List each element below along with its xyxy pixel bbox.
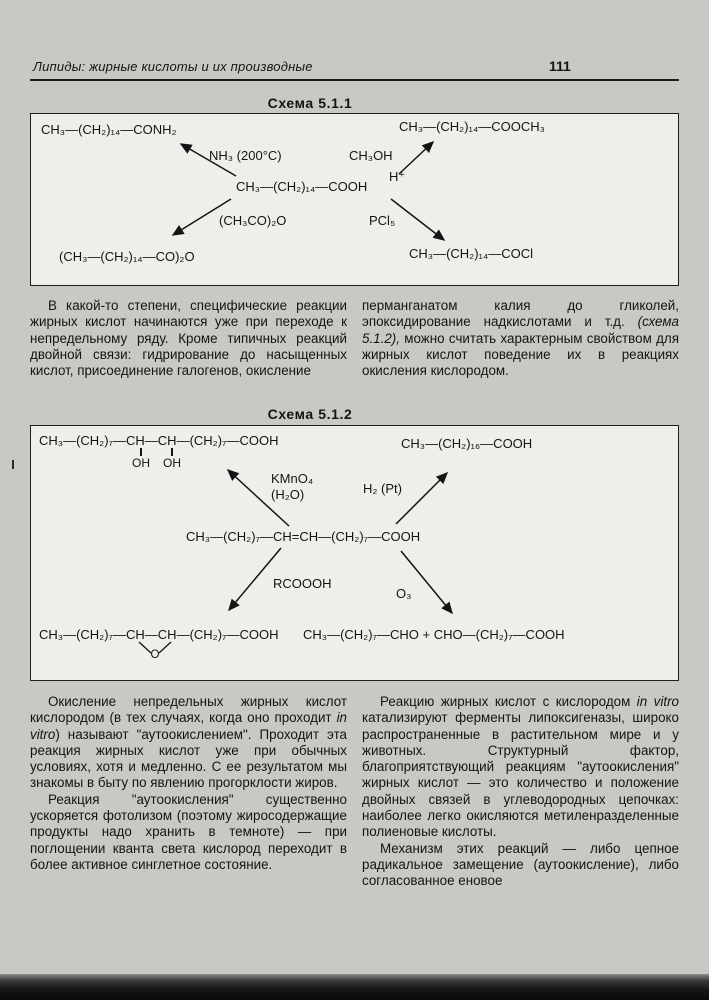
reagent-h2-pt: H₂ (Pt) bbox=[363, 481, 402, 496]
paragraph: Реакцию жирных кислот с кислородом in vitro катализируют ферменты липоксигеназы, широко распространенные в растительном мире и у животных. Структурный фактор, благоприятствующий реакциям "аутоокисления" жирных кислот — это количество и положение двойных связей в углеводородных цепочках: наиболее легко окисляются метиленразделенные полиеновые кислоты. bbox=[362, 694, 679, 840]
header-rule bbox=[30, 79, 679, 81]
paragraph: перманганатом калия до гликолей, эпоксидирование надкислотами и т.д. (схема 5.1.2), можно считать характерным свойством для жирных кислот поведение их в реакциях окисления кислородом. bbox=[362, 298, 679, 379]
text-column-right-2 bbox=[362, 694, 679, 890]
reagent-kmno4: KMnO₄ bbox=[271, 471, 314, 486]
reagent-h-plus: H⁺ bbox=[389, 169, 406, 184]
bond-line bbox=[140, 448, 142, 456]
formula-acyl-chloride: CH₃—(CH₂)₁₄—COCl bbox=[409, 246, 534, 261]
reagent-o3: O₃ bbox=[396, 586, 412, 601]
oh-group: OH bbox=[163, 456, 181, 470]
arrow-to-ozonolysis bbox=[401, 551, 452, 613]
arrow-to-chloride bbox=[391, 199, 444, 240]
formula-anhydride-product: (CH₃—(CH₂)₁₄—CO)₂O bbox=[59, 249, 195, 264]
text-column-right-1 bbox=[362, 298, 679, 379]
page-number: 111 bbox=[549, 58, 571, 74]
running-header: Липиды: жирные кислоты и их производные bbox=[33, 59, 313, 74]
text-column-left-1 bbox=[30, 298, 347, 379]
epoxide-oxygen: O bbox=[150, 649, 160, 660]
reagent-nh3: NH₃ (200°C) bbox=[209, 148, 282, 163]
reagent-acetic-anhydride: (CH₃CO)₂O bbox=[219, 213, 287, 228]
formula-stearic-acid: CH₃—(CH₂)₁₆—COOH bbox=[401, 436, 533, 451]
scheme1-title: Схема 5.1.1 bbox=[267, 95, 353, 111]
reagent-pcl5: PCl₅ bbox=[369, 213, 396, 228]
formula-amide: CH₃—(CH₂)₁₄—CONH₂ bbox=[41, 122, 177, 137]
reagent-rcoooh: RCOOOH bbox=[273, 576, 332, 591]
epoxide-ring-bonds bbox=[129, 640, 181, 660]
scheme1-box bbox=[30, 113, 679, 286]
formula-palmitic-acid: CH₃—(CH₂)₁₄—COOH bbox=[236, 179, 368, 194]
reagent-h2o: (H₂O) bbox=[271, 487, 305, 502]
scheme2-box bbox=[30, 425, 679, 681]
formula-methyl-ester: CH₃—(CH₂)₁₄—COOCH₃ bbox=[399, 119, 545, 134]
formula-oleic-acid: CH₃—(CH₂)₇—CH=CH—(CH₂)₇—COOH bbox=[186, 529, 421, 544]
formula-diol-main: CH₃—(CH₂)₇—CH—CH—(CH₂)₇—COOH bbox=[39, 433, 279, 448]
scan-edge-mark bbox=[12, 460, 14, 469]
formula-epoxide bbox=[39, 627, 279, 660]
text-column-left-2 bbox=[30, 694, 347, 873]
reagent-ch3oh: CH₃OH bbox=[349, 148, 393, 163]
scan-bottom-edge bbox=[0, 974, 709, 1000]
paragraph: Механизм этих реакций — либо цепное радикальное замещение (аутоокисление), либо согласованное еновое bbox=[362, 840, 679, 889]
paragraph: Окисление непредельных жирных кислот кислородом (в тех случаях, когда оно проходит in vitro) называют "аутоокислением". Проходит эта реакция жирных кислот уже при обычных условиях, хотя и медленно. С ее результатом мы знакомы в быту по явлению прогорклости жиров. bbox=[30, 694, 347, 791]
bond-line bbox=[171, 448, 173, 456]
arrow-to-stearic bbox=[396, 473, 447, 524]
formula-diol bbox=[39, 433, 279, 470]
scheme2-title: Схема 5.1.2 bbox=[267, 406, 353, 422]
paragraph: В какой-то степени, специфические реакции жирных кислот начинаются уже при переходе к непредельному ряду. Кроме типичных реакций двойной связи: гидрирование до насыщенных кислот, присоединение галогенов, окисление bbox=[30, 298, 347, 379]
formula-ozonolysis-products: CH₃—(CH₂)₇—CHO + CHO—(CH₂)₇—COOH bbox=[303, 627, 565, 642]
oh-group: OH bbox=[132, 456, 150, 470]
formula-epoxide-main: CH₃—(CH₂)₇—CH—CH—(CH₂)₇—COOH bbox=[39, 627, 279, 642]
paragraph: Реакция "аутоокисления" существенно ускоряется фотолизом (поэтому жиросодержащие продукты надо хранить в темноте) — при поглощении кванта света кислород переходит в более активное синглетное состояние. bbox=[30, 791, 347, 872]
